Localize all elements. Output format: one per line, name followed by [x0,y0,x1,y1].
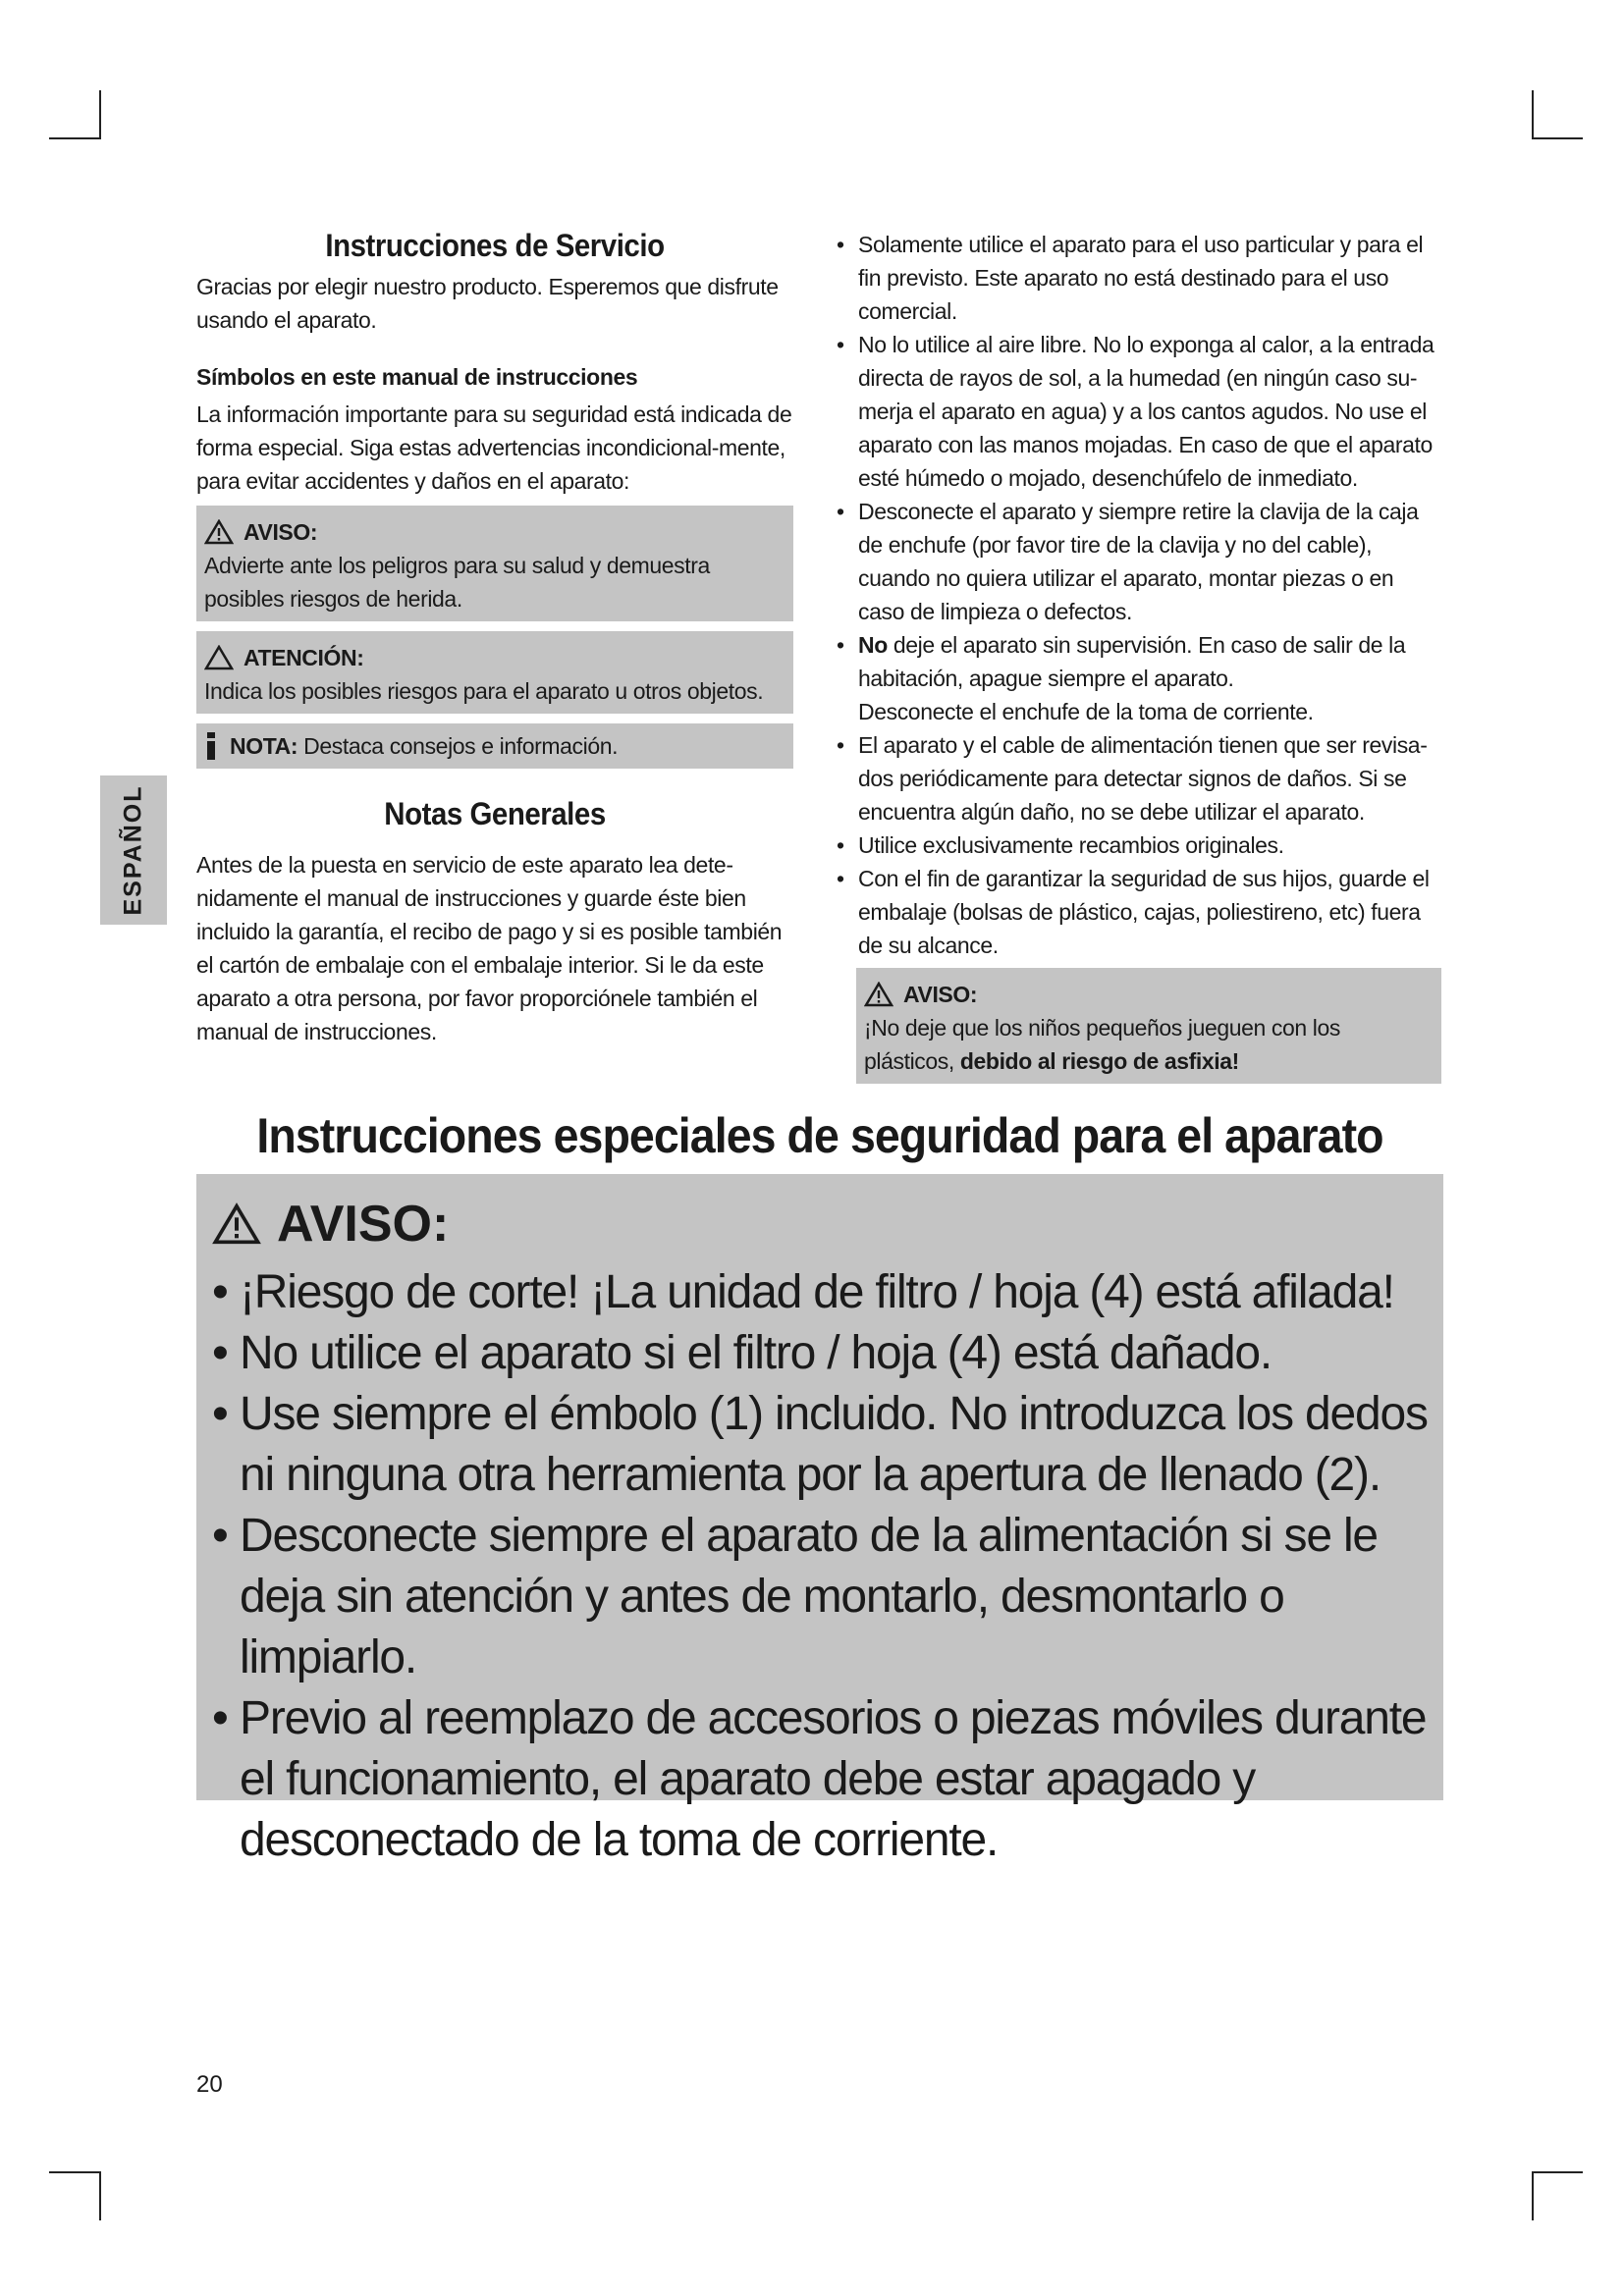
general-text: Antes de la puesta en servicio de este aparato lea dete-nidamente el manual de instrucciones y guarde éste bien incluido la garantía, el recibo de pago y si es posible también el cartón de embalaje con el embalaje interior. Si le da este aparato a otra persona, por favor proporciónele también el manual de instrucciones. [196,852,783,1044]
special-safety-title: Instrucciones especiales de seguridad para el aparato [256,1108,1383,1163]
symbols-text: La información importante para su seguridad está indicada de forma especial. Siga estas advertencias incondicional-mente, para evitar accidentes y daños en el aparato: [196,401,792,494]
language-tab [100,775,167,925]
big-aviso-label: AVISO: [277,1196,450,1253]
atencion-label-row [204,641,785,674]
nota-text: Destaca consejos e información. [303,733,619,759]
list-item: • Use siempre el émbolo (1) incluido. No introduzca los dedos ni ninguna otra herramienta por la apertura de llenado (2). [212,1384,1434,1506]
list-item: • Solamente utilice el aparato para el uso particular y para el fin previsto. Este aparato no está destinado para el uso comercial. [833,228,1441,328]
aviso-box [196,506,793,621]
crop-mark-bl-v [99,2171,101,2220]
list-item: • Desconecte el aparato y siempre retire la clavija de la caja de enchufe (por favor tire de la clavija y no del cable), cuando no quiera utilizar el aparato, montar piezas o en caso de limpieza o defectos. [833,495,1441,628]
nota-box [196,723,793,769]
section-title-instructions: Instrucciones de Servicio [325,228,665,263]
warning-icon [212,1202,261,1246]
list-item: • Previo al reemplazo de accesorios o piezas móviles durante el funcionamiento, el aparato debe estar apagado y desconectado de la toma de corriente. [212,1688,1434,1871]
atencion-label: ATENCIÓN: [244,645,364,670]
special-safety-box [196,1174,1443,1866]
atencion-text: Indica los posibles riesgos para el aparato u otros objetos. [204,678,764,704]
list-item-text: deje el aparato sin supervisión. En caso de salir de la habitación, apague siempre el aparato. [858,632,1406,691]
crop-mark-bl-h [49,2171,100,2173]
aviso-text-bold: debido al riesgo de asfixia! [959,1048,1239,1074]
symbols-heading: Símbolos en este manual de instrucciones [196,364,638,390]
list-item-bold: No [858,632,888,658]
caution-icon [204,645,234,670]
info-icon [204,732,218,760]
crop-mark-tr-v [1532,90,1534,139]
nota-label: NOTA: [230,733,298,759]
crop-mark-tl-h [49,137,100,139]
left-column [196,228,793,1048]
list-item: • El aparato y el cable de alimentación tienen que ser revisa-dos periódicamente para detectar signos de daños. Si se encuentra algún daño, no se debe utilizar el aparato. [833,728,1441,828]
list-item: • ¡Riesgo de corte! ¡La unidad de filtro / hoja (4) está afilada! [212,1262,1434,1323]
aviso-label-row [864,978,1434,1011]
safety-list [833,228,1441,962]
crop-mark-br-v [1532,2171,1534,2220]
aviso-box-children [856,968,1441,1084]
big-aviso-label-row [212,1190,1434,1258]
list-item [833,628,1441,728]
aviso-label-row [204,515,785,549]
list-item: • Con el fin de garantizar la seguridad de sus hijos, guarde el embalaje (bolsas de plástico, cajas, poliestireno, etc) fuera de su alcance. [833,862,1441,962]
list-item: • No lo utilice al aire libre. No lo exponga al calor, a la entrada directa de rayos de sol, a la humedad (en ningún caso su-merja el aparato en agua) y a los cantos agudos. No use el aparato con las manos mojadas. En caso de que el aparato esté húmedo o mojado, desenchúfelo de inmediato. [833,328,1441,495]
intro-text: Gracias por elegir nuestro producto. Esperemos que disfrute usando el aparato. [196,274,779,333]
atencion-box [196,631,793,714]
warning-icon [204,519,234,545]
list-item: • No utilice el aparato si el filtro / hoja (4) está dañado. [212,1323,1434,1384]
page-number: 20 [196,2071,223,2098]
aviso-label: AVISO: [244,519,318,545]
crop-mark-tl-v [99,90,101,139]
special-safety-list [212,1262,1434,1871]
section-title-general: Notas Generales [384,796,606,831]
aviso-text: Advierte ante los peligros para su salud y demuestra posibles riesgos de herida. [204,553,710,612]
aviso-label: AVISO: [903,982,978,1007]
list-item-extra: Desconecte el enchufe de la toma de corriente. [858,699,1314,724]
crop-mark-br-h [1532,2171,1583,2173]
list-item: • Utilice exclusivamente recambios originales. [833,828,1441,862]
warning-icon [864,982,893,1007]
language-tab-label: ESPAÑOL [119,784,147,916]
crop-mark-tr-h [1532,137,1583,139]
right-column [833,228,1441,1084]
aviso-text: ¡No deje que los niños pequeños jueguen con los plásticos, [864,1015,1341,1074]
list-item: • Desconecte siempre el aparato de la alimentación si se le deja sin atención y antes de montarlo, desmontarlo o limpiarlo. [212,1506,1434,1688]
